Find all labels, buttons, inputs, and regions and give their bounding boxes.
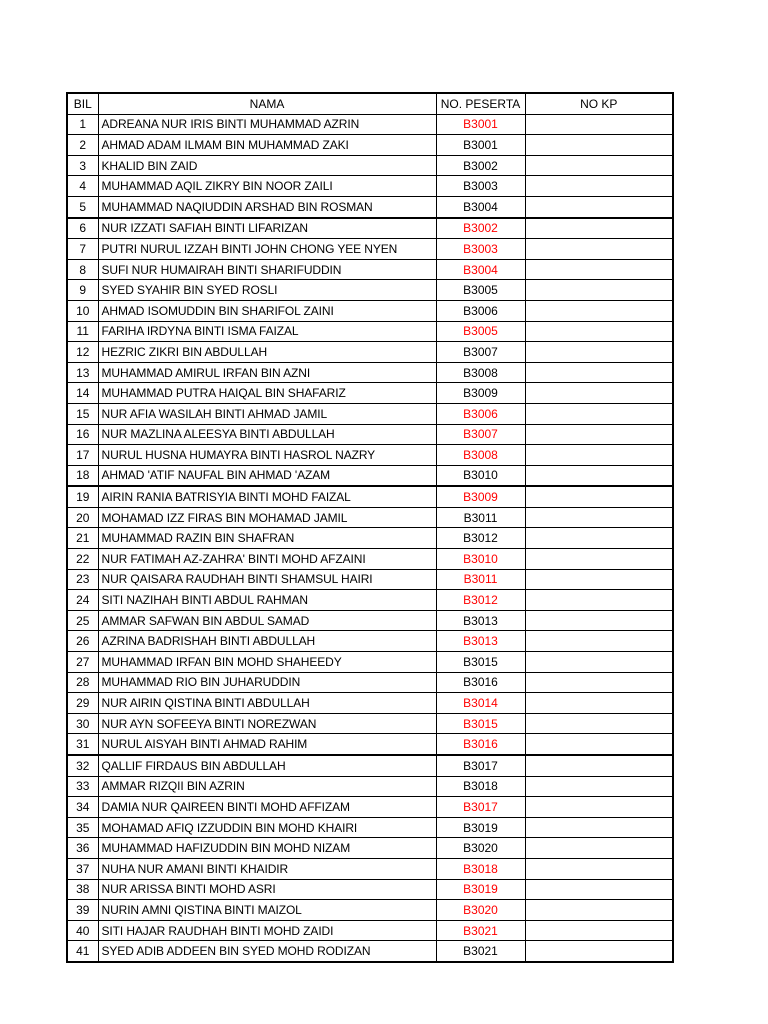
participant-name: MOHAMAD IZZ FIRAS BIN MOHAMAD JAMIL (98, 507, 436, 528)
table-row (67, 280, 673, 301)
row-number: 16 (67, 424, 98, 445)
ic-number (525, 549, 673, 570)
table-row (67, 610, 673, 631)
participant-number: B3001 (436, 114, 525, 135)
table-row (67, 858, 673, 879)
header-no-peserta: NO. PESERTA (436, 93, 525, 114)
ic-number (525, 652, 673, 673)
table-row (67, 652, 673, 673)
ic-number (525, 776, 673, 797)
row-number: 38 (67, 879, 98, 900)
participant-number: B3009 (436, 383, 525, 404)
participant-number: B3016 (436, 672, 525, 693)
ic-number (525, 424, 673, 445)
row-number: 7 (67, 239, 98, 260)
ic-number (525, 239, 673, 260)
table-row (67, 817, 673, 838)
participant-name: PUTRI NURUL IZZAH BINTI JOHN CHONG YEE NYEN (98, 239, 436, 260)
table-row (67, 135, 673, 156)
participant-name: SYED ADIB ADDEEN BIN SYED MOHD RODIZAN (98, 941, 436, 962)
row-number: 14 (67, 383, 98, 404)
participant-number: B3006 (436, 300, 525, 321)
participant-name: MUHAMMAD IRFAN BIN MOHD SHAHEEDY (98, 652, 436, 673)
participant-name: NUR IZZATI SAFIAH BINTI LIFARIZAN (98, 218, 436, 239)
participant-name: NUR AYN SOFEEYA BINTI NOREZWAN (98, 713, 436, 734)
row-number: 3 (67, 155, 98, 176)
table-row (67, 776, 673, 797)
row-number: 24 (67, 590, 98, 611)
row-number: 10 (67, 300, 98, 321)
participant-name: NUR AIRIN QISTINA BINTI ABDULLAH (98, 693, 436, 714)
participant-name: DAMIA NUR QAIREEN BINTI MOHD AFFIZAM (98, 797, 436, 818)
table-row (67, 362, 673, 383)
row-number: 23 (67, 569, 98, 590)
participant-name: ADREANA NUR IRIS BINTI MUHAMMAD AZRIN (98, 114, 436, 135)
table-row (67, 507, 673, 528)
participant-number: B3019 (436, 817, 525, 838)
row-number: 18 (67, 465, 98, 486)
participant-number: B3012 (436, 590, 525, 611)
ic-number (525, 321, 673, 342)
header-bil: BIL (67, 93, 98, 114)
participant-name: MUHAMMAD RAZIN BIN SHAFRAN (98, 528, 436, 549)
participant-number: B3003 (436, 239, 525, 260)
ic-number (525, 693, 673, 714)
ic-number (525, 135, 673, 156)
participant-number: B3008 (436, 362, 525, 383)
participant-name: AHMAD ISOMUDDIN BIN SHARIFOL ZAINI (98, 300, 436, 321)
ic-number (525, 507, 673, 528)
participant-number: B3013 (436, 610, 525, 631)
row-number: 39 (67, 900, 98, 921)
ic-number (525, 280, 673, 301)
participant-number: B3001 (436, 135, 525, 156)
ic-number (525, 734, 673, 755)
row-number: 33 (67, 776, 98, 797)
row-number: 41 (67, 941, 98, 962)
participant-name: MUHAMMAD HAFIZUDDIN BIN MOHD NIZAM (98, 838, 436, 859)
participant-name: NURUL AISYAH BINTI AHMAD RAHIM (98, 734, 436, 755)
participant-name: MUHAMMAD AQIL ZIKRY BIN NOOR ZAILI (98, 176, 436, 197)
participant-name: HEZRIC ZIKRI BIN ABDULLAH (98, 342, 436, 363)
row-number: 27 (67, 652, 98, 673)
participant-name: SITI NAZIHAH BINTI ABDUL RAHMAN (98, 590, 436, 611)
row-number: 26 (67, 631, 98, 652)
ic-number (525, 631, 673, 652)
row-number: 34 (67, 797, 98, 818)
ic-number (525, 920, 673, 941)
participant-number: B3002 (436, 218, 525, 239)
participant-name: SITI HAJAR RAUDHAH BINTI MOHD ZAIDI (98, 920, 436, 941)
ic-number (525, 362, 673, 383)
row-number: 2 (67, 135, 98, 156)
ic-number (525, 300, 673, 321)
ic-number (525, 879, 673, 900)
table-row (67, 900, 673, 921)
participant-name: MUHAMMAD AMIRUL IRFAN BIN AZNI (98, 362, 436, 383)
header-no-kp: NO KP (525, 93, 673, 114)
participant-name: NUR QAISARA RAUDHAH BINTI SHAMSUL HAIRI (98, 569, 436, 590)
row-number: 32 (67, 755, 98, 776)
table-row (67, 672, 673, 693)
row-number: 37 (67, 858, 98, 879)
participant-number: B3018 (436, 776, 525, 797)
table-body (67, 114, 673, 962)
table-row (67, 176, 673, 197)
participant-number: B3011 (436, 569, 525, 590)
row-number: 29 (67, 693, 98, 714)
row-number: 30 (67, 713, 98, 734)
participant-number: B3018 (436, 858, 525, 879)
table-row (67, 838, 673, 859)
table-row (67, 879, 673, 900)
ic-number (525, 196, 673, 217)
participant-number: B3011 (436, 507, 525, 528)
table-row (67, 218, 673, 239)
table-row (67, 920, 673, 941)
table-row (67, 342, 673, 363)
table-row (67, 734, 673, 755)
table-row (67, 590, 673, 611)
table-row (67, 155, 673, 176)
participant-number: B3017 (436, 797, 525, 818)
participant-number: B3004 (436, 196, 525, 217)
ic-number (525, 569, 673, 590)
participant-name: AMMAR RIZQII BIN AZRIN (98, 776, 436, 797)
participant-number: B3021 (436, 941, 525, 962)
participant-name: NUR ARISSA BINTI MOHD ASRI (98, 879, 436, 900)
ic-number (525, 383, 673, 404)
row-number: 22 (67, 549, 98, 570)
participant-name: QALLIF FIRDAUS BIN ABDULLAH (98, 755, 436, 776)
participant-table (66, 92, 674, 963)
table-row (67, 383, 673, 404)
participant-number: B3005 (436, 321, 525, 342)
participant-name: NURIN AMNI QISTINA BINTI MAIZOL (98, 900, 436, 921)
participant-number: B3007 (436, 424, 525, 445)
table-row (67, 755, 673, 776)
table-row (67, 631, 673, 652)
participant-number: B3009 (436, 486, 525, 507)
participant-name: NUR AFIA WASILAH BINTI AHMAD JAMIL (98, 403, 436, 424)
ic-number (525, 445, 673, 466)
ic-number (525, 403, 673, 424)
participant-name: AHMAD ADAM ILMAM BIN MUHAMMAD ZAKI (98, 135, 436, 156)
participant-name: AIRIN RANIA BATRISYIA BINTI MOHD FAIZAL (98, 486, 436, 507)
participant-name: MUHAMMAD PUTRA HAIQAL BIN SHAFARIZ (98, 383, 436, 404)
participant-number: B3008 (436, 445, 525, 466)
ic-number (525, 486, 673, 507)
participant-number: B3010 (436, 549, 525, 570)
table-row (67, 797, 673, 818)
row-number: 20 (67, 507, 98, 528)
row-number: 35 (67, 817, 98, 838)
ic-number (525, 817, 673, 838)
table-header-row (67, 93, 673, 114)
header-nama: NAMA (98, 93, 436, 114)
row-number: 28 (67, 672, 98, 693)
participant-number: B3015 (436, 713, 525, 734)
ic-number (525, 176, 673, 197)
table-row (67, 114, 673, 135)
participant-name: NUR FATIMAH AZ-ZAHRA' BINTI MOHD AFZAINI (98, 549, 436, 570)
table-row (67, 445, 673, 466)
ic-number (525, 610, 673, 631)
participant-number: B3015 (436, 652, 525, 673)
table-row (67, 424, 673, 445)
table-row (67, 259, 673, 280)
row-number: 1 (67, 114, 98, 135)
participant-name: NURUL HUSNA HUMAYRA BINTI HASROL NAZRY (98, 445, 436, 466)
participant-number: B3007 (436, 342, 525, 363)
ic-number (525, 528, 673, 549)
ic-number (525, 900, 673, 921)
ic-number (525, 797, 673, 818)
participant-name: KHALID BIN ZAID (98, 155, 436, 176)
participant-number: B3016 (436, 734, 525, 755)
participant-name: SYED SYAHIR BIN SYED ROSLI (98, 280, 436, 301)
table-row (67, 941, 673, 962)
table-row (67, 693, 673, 714)
participant-name: SUFI NUR HUMAIRAH BINTI SHARIFUDDIN (98, 259, 436, 280)
ic-number (525, 672, 673, 693)
row-number: 36 (67, 838, 98, 859)
participant-number: B3012 (436, 528, 525, 549)
participant-number: B3005 (436, 280, 525, 301)
ic-number (525, 342, 673, 363)
table-row (67, 321, 673, 342)
participant-number: B3020 (436, 838, 525, 859)
participant-name: MOHAMAD AFIQ IZZUDDIN BIN MOHD KHAIRI (98, 817, 436, 838)
participant-name: AHMAD 'ATIF NAUFAL BIN AHMAD 'AZAM (98, 465, 436, 486)
row-number: 40 (67, 920, 98, 941)
table-row (67, 713, 673, 734)
row-number: 12 (67, 342, 98, 363)
ic-number (525, 838, 673, 859)
table-row (67, 300, 673, 321)
row-number: 5 (67, 196, 98, 217)
table-row (67, 239, 673, 260)
ic-number (525, 713, 673, 734)
row-number: 8 (67, 259, 98, 280)
participant-name: MUHAMMAD RIO BIN JUHARUDDIN (98, 672, 436, 693)
ic-number (525, 259, 673, 280)
participant-number: B3006 (436, 403, 525, 424)
participant-number: B3021 (436, 920, 525, 941)
table-row (67, 196, 673, 217)
participant-number: B3002 (436, 155, 525, 176)
ic-number (525, 941, 673, 962)
participant-number: B3003 (436, 176, 525, 197)
table-row (67, 528, 673, 549)
row-number: 19 (67, 486, 98, 507)
participant-number: B3013 (436, 631, 525, 652)
ic-number (525, 590, 673, 611)
participant-number: B3004 (436, 259, 525, 280)
participant-name: NUR MAZLINA ALEESYA BINTI ABDULLAH (98, 424, 436, 445)
row-number: 25 (67, 610, 98, 631)
participant-number: B3020 (436, 900, 525, 921)
table-row (67, 549, 673, 570)
ic-number (525, 218, 673, 239)
row-number: 11 (67, 321, 98, 342)
participant-number: B3019 (436, 879, 525, 900)
participant-name: AZRINA BADRISHAH BINTI ABDULLAH (98, 631, 436, 652)
table-row (67, 403, 673, 424)
participant-number: B3010 (436, 465, 525, 486)
row-number: 4 (67, 176, 98, 197)
row-number: 17 (67, 445, 98, 466)
participant-number: B3014 (436, 693, 525, 714)
table-row (67, 569, 673, 590)
ic-number (525, 858, 673, 879)
participant-number: B3017 (436, 755, 525, 776)
ic-number (525, 465, 673, 486)
row-number: 13 (67, 362, 98, 383)
participant-name: AMMAR SAFWAN BIN ABDUL SAMAD (98, 610, 436, 631)
row-number: 15 (67, 403, 98, 424)
row-number: 6 (67, 218, 98, 239)
participant-name: NUHA NUR AMANI BINTI KHAIDIR (98, 858, 436, 879)
ic-number (525, 755, 673, 776)
participant-name: MUHAMMAD NAQIUDDIN ARSHAD BIN ROSMAN (98, 196, 436, 217)
ic-number (525, 155, 673, 176)
participant-sheet (66, 92, 674, 963)
table-row (67, 486, 673, 507)
row-number: 9 (67, 280, 98, 301)
row-number: 31 (67, 734, 98, 755)
row-number: 21 (67, 528, 98, 549)
ic-number (525, 114, 673, 135)
participant-name: FARIHA IRDYNA BINTI ISMA FAIZAL (98, 321, 436, 342)
table-row (67, 465, 673, 486)
